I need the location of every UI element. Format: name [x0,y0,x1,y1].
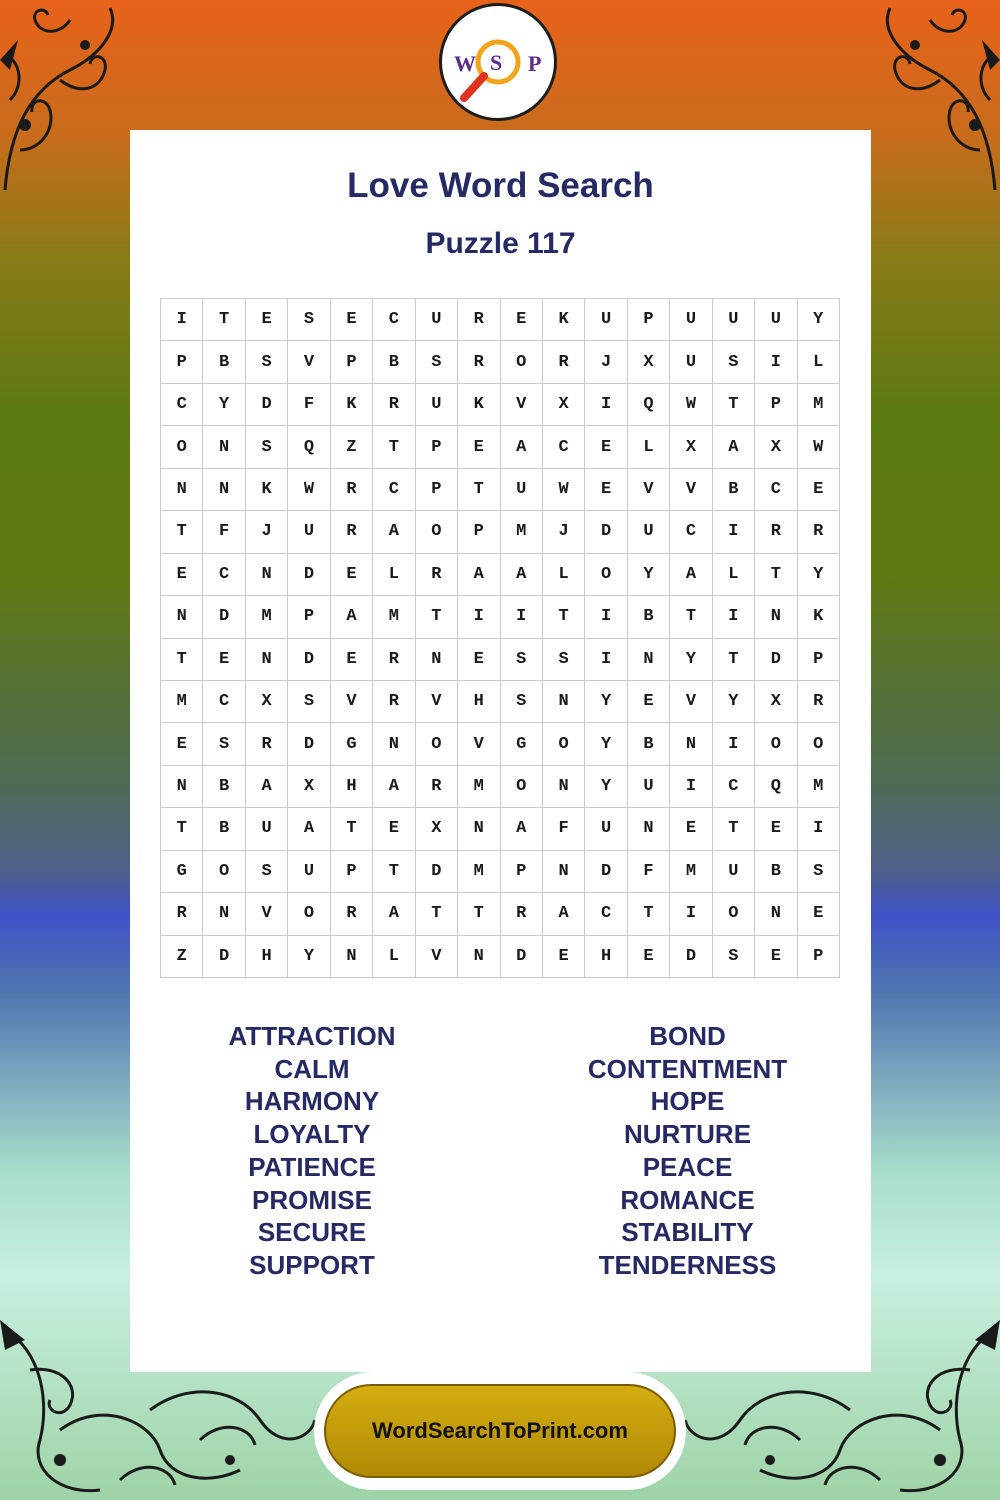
grid-cell[interactable]: R [501,893,543,935]
grid-cell[interactable]: L [798,341,840,383]
grid-cell[interactable]: U [288,511,330,553]
grid-cell[interactable]: R [331,469,373,511]
grid-cell[interactable]: J [246,511,288,553]
website-label: WordSearchToPrint.com [372,1418,628,1443]
grid-cell[interactable]: T [628,893,670,935]
grid-cell[interactable]: O [755,723,797,765]
grid-cell[interactable]: D [246,384,288,426]
grid-cell[interactable]: M [798,384,840,426]
grid-cell[interactable]: I [585,639,627,681]
grid-cell[interactable]: P [331,341,373,383]
grid-cell[interactable]: P [416,469,458,511]
grid-cell[interactable]: S [246,851,288,893]
grid-cell[interactable]: S [798,851,840,893]
grid-cell[interactable]: S [713,341,755,383]
grid-cell[interactable]: C [713,766,755,808]
grid-cell[interactable]: E [331,639,373,681]
grid-cell[interactable]: O [161,426,203,468]
corner-ornament-top-right [860,0,1000,200]
grid-cell[interactable]: N [670,723,712,765]
grid-cell[interactable]: M [458,766,500,808]
grid-cell[interactable]: O [713,893,755,935]
grid-cell[interactable]: S [501,681,543,723]
grid-cell[interactable]: M [670,851,712,893]
grid-cell[interactable]: C [203,554,245,596]
word-item: PEACE [642,1151,733,1182]
grid-cell[interactable]: T [458,469,500,511]
grid-cell[interactable]: T [416,596,458,638]
website-button[interactable] [324,1384,676,1478]
grid-cell[interactable]: I [713,511,755,553]
grid-cell[interactable]: D [203,596,245,638]
word-item: HOPE [650,1086,725,1117]
grid-cell[interactable]: N [458,808,500,850]
grid-cell[interactable]: T [161,808,203,850]
grid-cell[interactable]: J [543,511,585,553]
grid-cell[interactable]: T [416,893,458,935]
word-item: PATIENCE [248,1151,376,1182]
word-item: STABILITY [621,1217,754,1248]
grid-cell[interactable]: V [628,469,670,511]
grid-cell[interactable]: E [543,936,585,978]
grid-cell[interactable]: D [670,936,712,978]
grid-cell[interactable]: A [331,596,373,638]
grid-cell[interactable]: U [585,299,627,341]
grid-cell[interactable]: B [755,851,797,893]
grid-cell[interactable]: R [458,341,500,383]
grid-cell[interactable]: T [161,639,203,681]
grid-cell[interactable]: D [288,723,330,765]
grid-cell[interactable]: E [458,639,500,681]
grid-cell[interactable]: A [501,808,543,850]
grid-cell[interactable]: C [161,384,203,426]
grid-cell[interactable]: P [288,596,330,638]
grid-cell[interactable]: R [331,893,373,935]
grid-cell[interactable]: N [628,639,670,681]
grid-cell[interactable]: Y [713,681,755,723]
grid-cell[interactable]: R [755,511,797,553]
grid-cell[interactable]: K [458,384,500,426]
grid-cell[interactable]: S [246,341,288,383]
grid-cell[interactable]: O [798,723,840,765]
grid-cell[interactable]: I [458,596,500,638]
grid-cell[interactable]: E [670,808,712,850]
grid-cell[interactable]: D [203,936,245,978]
grid-cell[interactable]: S [203,723,245,765]
grid-cell[interactable]: A [288,808,330,850]
grid-cell[interactable]: N [373,723,415,765]
grid-cell[interactable]: N [543,851,585,893]
word-list-left [202,1020,422,1282]
grid-cell[interactable]: L [373,554,415,596]
grid-cell[interactable]: U [755,299,797,341]
grid-cell[interactable]: P [798,936,840,978]
grid-cell[interactable]: D [501,936,543,978]
grid-cell[interactable]: E [331,554,373,596]
grid-cell[interactable]: C [585,893,627,935]
grid-cell[interactable]: V [416,681,458,723]
grid-cell[interactable]: U [713,851,755,893]
grid-cell[interactable]: A [373,766,415,808]
grid-cell[interactable]: X [543,384,585,426]
grid-cell[interactable]: S [288,681,330,723]
grid-cell[interactable]: K [543,299,585,341]
grid-cell[interactable]: O [501,341,543,383]
grid-cell[interactable]: N [755,893,797,935]
grid-cell[interactable]: H [585,936,627,978]
grid-cell[interactable]: N [755,596,797,638]
grid-cell[interactable]: M [161,681,203,723]
grid-cell[interactable]: V [458,723,500,765]
puzzle-card [130,130,871,1372]
grid-cell[interactable]: T [755,554,797,596]
grid-cell[interactable]: S [543,639,585,681]
grid-cell[interactable]: T [713,384,755,426]
grid-cell[interactable]: R [416,766,458,808]
grid-cell[interactable]: C [373,469,415,511]
grid-cell[interactable]: Y [585,766,627,808]
grid-cell[interactable]: K [246,469,288,511]
grid-cell[interactable]: F [628,851,670,893]
grid-cell[interactable]: N [628,808,670,850]
grid-cell[interactable]: P [798,639,840,681]
grid-cell[interactable]: E [585,426,627,468]
grid-cell[interactable]: U [288,851,330,893]
grid-cell[interactable]: O [416,511,458,553]
grid-cell[interactable]: N [203,469,245,511]
logo-letter-p: P [528,51,542,76]
grid-cell[interactable]: O [543,723,585,765]
grid-cell[interactable]: B [628,723,670,765]
grid-cell[interactable]: U [416,384,458,426]
grid-cell[interactable]: E [161,554,203,596]
grid-cell[interactable]: N [161,596,203,638]
grid-cell[interactable]: D [755,639,797,681]
grid-cell[interactable]: E [161,723,203,765]
grid-cell[interactable]: C [755,469,797,511]
grid-cell[interactable]: P [628,299,670,341]
grid-cell[interactable]: D [288,639,330,681]
grid-cell[interactable]: T [543,596,585,638]
word-item: CONTENTMENT [587,1053,788,1084]
grid-cell[interactable]: R [246,723,288,765]
grid-cell[interactable]: I [713,723,755,765]
grid-cell[interactable]: X [670,426,712,468]
grid-cell[interactable]: T [373,426,415,468]
grid-cell[interactable]: R [161,893,203,935]
grid-cell[interactable]: E [458,426,500,468]
grid-cell[interactable]: T [373,851,415,893]
grid-cell[interactable]: N [331,936,373,978]
grid-cell[interactable]: P [458,511,500,553]
grid-cell[interactable]: H [331,766,373,808]
grid-cell[interactable]: N [458,936,500,978]
grid-cell[interactable]: Q [628,384,670,426]
grid-cell[interactable]: X [288,766,330,808]
word-item: SUPPORT [249,1249,375,1280]
grid-cell[interactable]: E [798,469,840,511]
grid-cell[interactable]: T [713,639,755,681]
grid-cell[interactable]: T [331,808,373,850]
wsp-logo[interactable] [439,3,557,121]
grid-cell[interactable]: Y [628,554,670,596]
grid-cell[interactable]: I [670,893,712,935]
grid-cell[interactable]: E [373,808,415,850]
grid-cell[interactable]: Y [670,639,712,681]
grid-cell[interactable]: A [373,893,415,935]
grid-cell[interactable]: I [713,596,755,638]
grid-cell[interactable]: T [713,808,755,850]
grid-cell[interactable]: D [585,851,627,893]
grid-cell[interactable]: I [161,299,203,341]
grid-cell[interactable]: M [373,596,415,638]
grid-cell[interactable]: D [416,851,458,893]
grid-cell[interactable]: Y [798,299,840,341]
grid-cell[interactable]: B [203,808,245,850]
grid-cell[interactable]: D [585,511,627,553]
grid-cell[interactable]: A [501,554,543,596]
grid-cell[interactable]: W [670,384,712,426]
grid-cell[interactable]: I [585,596,627,638]
puzzle-number: Puzzle 117 [425,227,576,260]
grid-cell[interactable]: E [628,681,670,723]
grid-cell[interactable]: L [543,554,585,596]
grid-cell[interactable]: R [373,384,415,426]
grid-cell[interactable]: E [501,299,543,341]
grid-cell[interactable]: B [203,341,245,383]
grid-cell[interactable]: W [288,469,330,511]
grid-cell[interactable]: E [203,639,245,681]
grid-cell[interactable]: N [543,766,585,808]
grid-cell[interactable]: N [161,469,203,511]
grid-cell[interactable]: L [373,936,415,978]
grid-cell[interactable]: Y [585,681,627,723]
grid-cell[interactable]: T [458,893,500,935]
grid-cell[interactable]: A [458,554,500,596]
word-item: TENDERNESS [598,1249,777,1280]
grid-cell[interactable]: N [203,426,245,468]
grid-cell[interactable]: I [755,341,797,383]
word-list-right [560,1020,815,1282]
word-item: PROMISE [252,1184,372,1215]
grid-cell[interactable]: S [288,299,330,341]
grid-cell[interactable]: R [331,511,373,553]
grid-cell[interactable]: A [373,511,415,553]
grid-cell[interactable]: R [458,299,500,341]
grid-cell[interactable]: X [416,808,458,850]
grid-cell[interactable]: X [755,426,797,468]
grid-cell[interactable]: N [246,639,288,681]
grid-cell[interactable]: I [670,766,712,808]
word-item: CALM [274,1053,350,1084]
grid-cell[interactable]: B [713,469,755,511]
grid-cell[interactable]: Y [288,936,330,978]
page-title: Love Word Search [347,166,654,205]
grid-cell[interactable]: A [543,893,585,935]
grid-cell[interactable]: S [246,426,288,468]
grid-cell[interactable]: H [246,936,288,978]
grid-cell[interactable]: R [543,341,585,383]
grid-cell[interactable]: T [161,511,203,553]
grid-cell[interactable]: I [798,808,840,850]
grid-cell[interactable]: N [246,554,288,596]
grid-cell[interactable]: K [331,384,373,426]
grid-cell[interactable]: C [373,299,415,341]
grid-cell[interactable]: V [670,681,712,723]
grid-cell[interactable]: U [628,766,670,808]
grid-cell[interactable]: U [246,808,288,850]
grid-cell[interactable]: U [501,469,543,511]
logo-letter-s: S [490,50,503,75]
logo-letter-w: W [454,51,476,76]
grid-cell[interactable]: W [798,426,840,468]
grid-cell[interactable]: G [331,723,373,765]
grid-cell[interactable]: U [670,299,712,341]
grid-cell[interactable]: Q [755,766,797,808]
grid-cell[interactable]: V [501,384,543,426]
grid-cell[interactable]: L [713,554,755,596]
grid-cell[interactable]: I [585,384,627,426]
grid-cell[interactable]: U [416,299,458,341]
grid-cell[interactable]: S [713,936,755,978]
grid-cell[interactable]: E [628,936,670,978]
grid-cell[interactable]: X [755,681,797,723]
word-item: ROMANCE [620,1184,755,1215]
grid-cell[interactable]: Y [798,554,840,596]
grid-cell[interactable]: E [331,299,373,341]
grid-cell[interactable]: T [203,299,245,341]
grid-cell[interactable]: E [755,808,797,850]
grid-cell[interactable]: B [373,341,415,383]
grid-cell[interactable]: U [713,299,755,341]
grid-cell[interactable]: V [416,936,458,978]
grid-cell[interactable]: C [670,511,712,553]
grid-cell[interactable]: T [670,596,712,638]
grid-cell[interactable]: J [585,341,627,383]
word-item: LOYALTY [253,1119,371,1150]
grid-cell[interactable]: P [416,426,458,468]
grid-cell[interactable]: P [331,851,373,893]
grid-cell[interactable]: N [416,639,458,681]
grid-cell[interactable]: L [628,426,670,468]
grid-cell[interactable]: O [585,554,627,596]
grid-cell[interactable]: Q [288,426,330,468]
grid-cell[interactable]: P [755,384,797,426]
grid-cell[interactable]: N [161,766,203,808]
grid-cell[interactable]: U [628,511,670,553]
grid-cell[interactable]: S [501,639,543,681]
grid-cell[interactable]: A [501,426,543,468]
grid-cell[interactable]: C [203,681,245,723]
grid-cell[interactable]: B [203,766,245,808]
grid-cell[interactable]: Y [585,723,627,765]
grid-cell[interactable]: O [416,723,458,765]
grid-cell[interactable]: R [798,681,840,723]
grid-cell[interactable]: O [288,893,330,935]
grid-cell[interactable]: E [246,299,288,341]
grid-cell[interactable]: M [458,851,500,893]
grid-cell[interactable]: V [246,893,288,935]
grid-cell[interactable]: V [331,681,373,723]
grid-cell[interactable]: V [670,469,712,511]
grid-cell[interactable]: F [203,511,245,553]
grid-cell[interactable]: R [373,681,415,723]
grid-cell[interactable]: R [416,554,458,596]
grid-cell[interactable]: W [543,469,585,511]
grid-cell[interactable]: D [288,554,330,596]
grid-cell[interactable]: N [203,893,245,935]
grid-cell[interactable]: P [161,341,203,383]
grid-cell[interactable]: Z [161,936,203,978]
corner-ornament-top-left [0,0,140,200]
grid-cell[interactable]: C [543,426,585,468]
grid-cell[interactable]: U [670,341,712,383]
word-item: BOND [649,1021,726,1051]
word-item: HARMONY [244,1086,380,1117]
grid-cell[interactable]: G [161,851,203,893]
grid-cell[interactable]: X [246,681,288,723]
grid-cell[interactable]: B [628,596,670,638]
grid-cell[interactable]: M [798,766,840,808]
grid-cell[interactable]: Y [203,384,245,426]
grid-cell[interactable]: N [543,681,585,723]
grid-cell[interactable]: G [501,723,543,765]
grid-cell[interactable]: A [246,766,288,808]
word-item: NURTURE [623,1119,752,1150]
grid-cell[interactable]: E [798,893,840,935]
grid-cell[interactable]: M [501,511,543,553]
grid-cell[interactable]: F [543,808,585,850]
grid-cell[interactable]: E [585,469,627,511]
letter-grid [160,298,840,978]
grid-cell[interactable]: A [713,426,755,468]
word-item: SECURE [257,1217,367,1248]
grid-cell[interactable]: K [798,596,840,638]
grid-cell[interactable]: Z [331,426,373,468]
grid-cell[interactable]: X [628,341,670,383]
grid-cell[interactable]: O [501,766,543,808]
grid-cell[interactable]: R [373,639,415,681]
grid-cell[interactable]: I [501,596,543,638]
grid-cell[interactable]: F [288,384,330,426]
grid-cell[interactable]: E [755,936,797,978]
word-item: ATTRACTION [228,1021,396,1051]
grid-cell[interactable]: A [670,554,712,596]
grid-cell[interactable]: U [585,808,627,850]
grid-cell[interactable]: V [288,341,330,383]
grid-cell[interactable]: H [458,681,500,723]
grid-cell[interactable]: O [203,851,245,893]
grid-cell[interactable]: M [246,596,288,638]
grid-cell[interactable]: R [798,511,840,553]
grid-cell[interactable]: S [416,341,458,383]
grid-cell[interactable]: P [501,851,543,893]
